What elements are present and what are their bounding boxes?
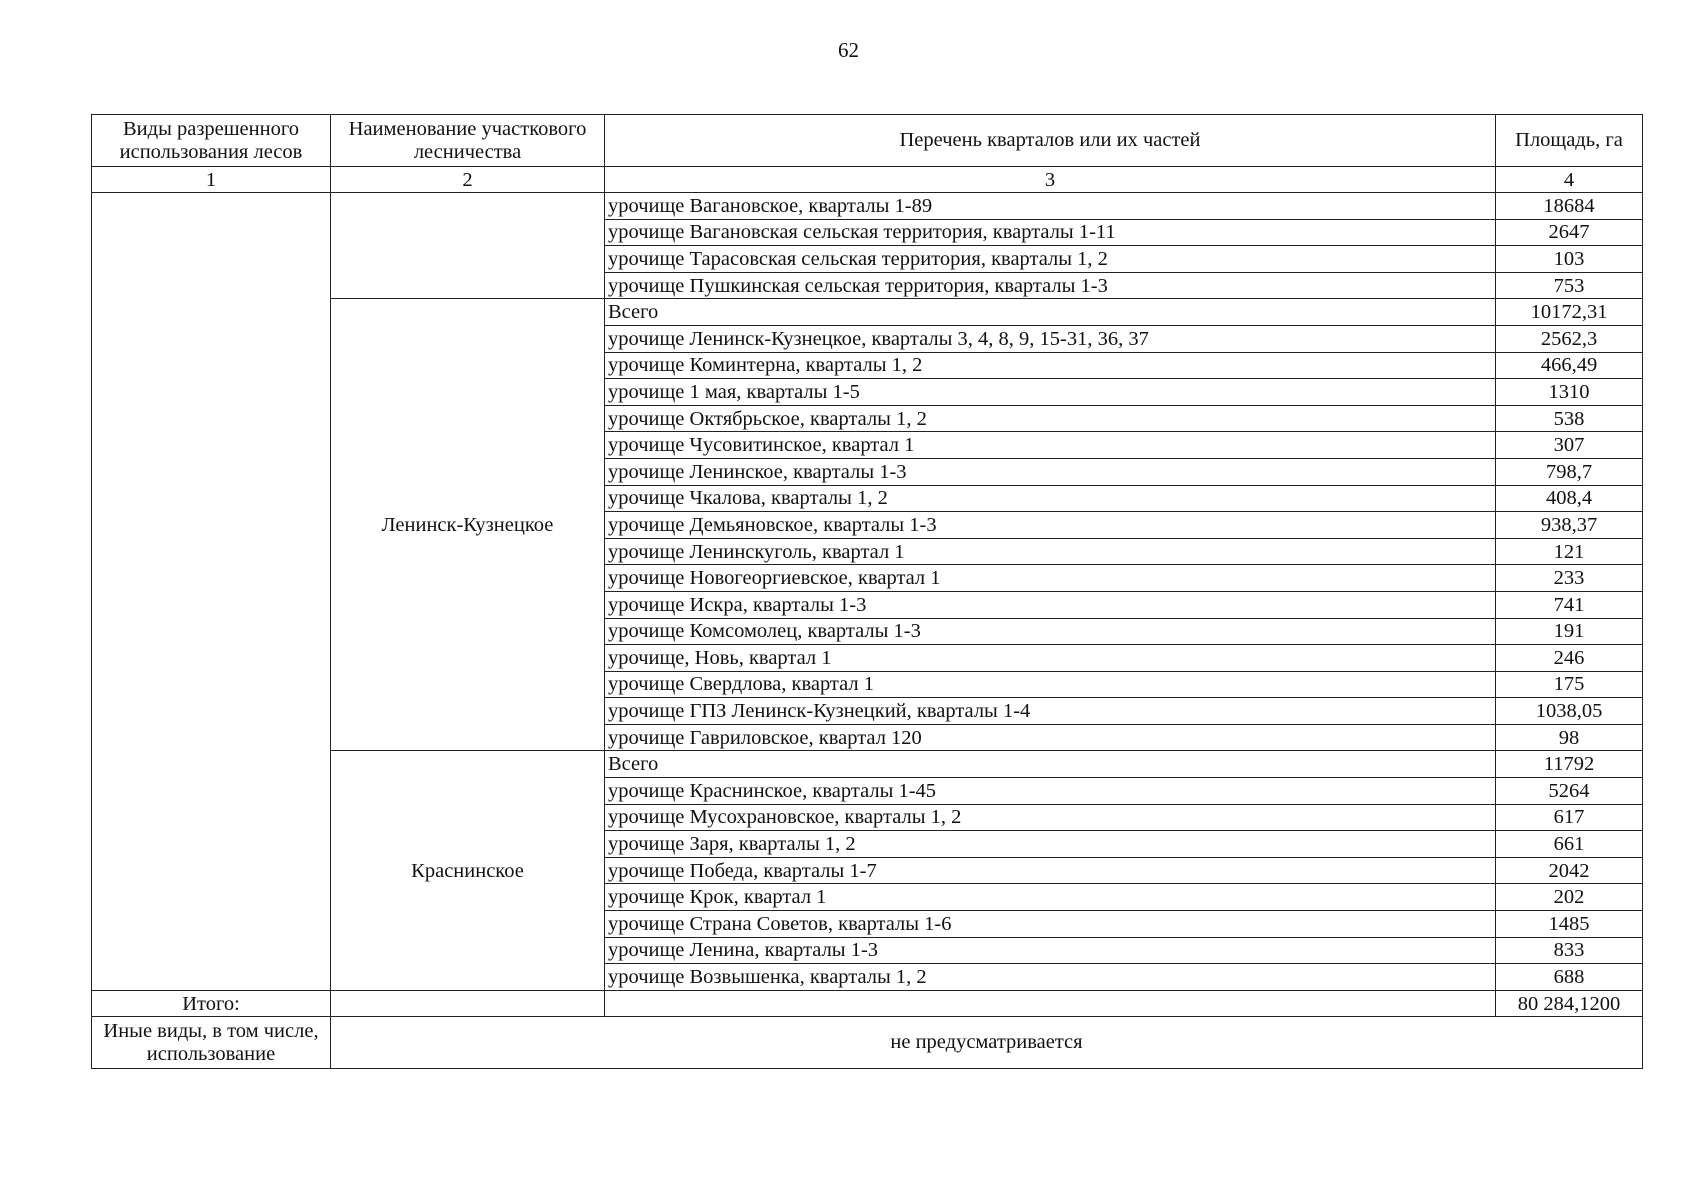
area-value: 1310 (1496, 379, 1643, 406)
area-value: 1038,05 (1496, 698, 1643, 725)
quarter-description: урочище ГПЗ Ленинск-Кузнецкий, кварталы 1-4 (605, 698, 1496, 725)
empty-cell (331, 990, 605, 1017)
area-value: 466,49 (1496, 352, 1643, 379)
district-name-cell (331, 193, 605, 299)
area-value: 938,37 (1496, 512, 1643, 539)
area-value: 688 (1496, 964, 1643, 991)
header-row (92, 115, 1643, 167)
quarter-description: урочище Гавриловское, квартал 120 (605, 724, 1496, 751)
total-area: 80 284,1200 (1496, 990, 1643, 1017)
quarter-description: урочище Ленинск-Кузнецкое, кварталы 3, 4, 8, 9, 15-31, 36, 37 (605, 325, 1496, 352)
area-value: 661 (1496, 831, 1643, 858)
area-value: 18684 (1496, 193, 1643, 220)
quarter-description: урочище Тарасовская сельская территория, кварталы 1, 2 (605, 246, 1496, 273)
quarter-description: урочище Новогеоргиевское, квартал 1 (605, 565, 1496, 592)
quarter-description: урочище Искра, кварталы 1-3 (605, 591, 1496, 618)
area-value: 2562,3 (1496, 325, 1643, 352)
area-value: 98 (1496, 724, 1643, 751)
area-value: 10172,31 (1496, 299, 1643, 326)
quarter-description: урочище Заря, кварталы 1, 2 (605, 831, 1496, 858)
column-numbers-row (92, 167, 1643, 193)
column-number: 3 (605, 167, 1496, 193)
other-uses-row (92, 1017, 1643, 1069)
quarter-description: урочище Свердлова, квартал 1 (605, 671, 1496, 698)
area-value: 5264 (1496, 778, 1643, 805)
header-area: Площадь, га (1496, 115, 1643, 167)
quarter-description: урочище Ленина, кварталы 1-3 (605, 937, 1496, 964)
area-value: 11792 (1496, 751, 1643, 778)
area-value: 408,4 (1496, 485, 1643, 512)
quarter-description: урочище Чкалова, кварталы 1, 2 (605, 485, 1496, 512)
quarter-description: урочище Демьяновское, кварталы 1-3 (605, 512, 1496, 539)
quarter-description: урочище Коминтерна, кварталы 1, 2 (605, 352, 1496, 379)
area-value: 202 (1496, 884, 1643, 911)
quarter-description: урочище Мусохрановское, кварталы 1, 2 (605, 804, 1496, 831)
total-label: Итого: (92, 990, 331, 1017)
quarter-description: урочище Крок, квартал 1 (605, 884, 1496, 911)
quarter-description: Всего (605, 751, 1496, 778)
forest-use-table (91, 114, 1643, 1069)
column-number: 4 (1496, 167, 1643, 193)
quarter-description: урочище Октябрьское, кварталы 1, 2 (605, 405, 1496, 432)
empty-cell (605, 990, 1496, 1017)
area-value: 833 (1496, 937, 1643, 964)
column-number: 1 (92, 167, 331, 193)
area-value: 103 (1496, 246, 1643, 273)
table-row (92, 193, 1643, 220)
header-use-types: Виды разрешенного использования лесов (92, 115, 331, 167)
quarter-description: урочище Возвышенка, кварталы 1, 2 (605, 964, 1496, 991)
district-name-cell: Краснинское (331, 751, 605, 990)
quarter-description: урочище Вагановская сельская территория, кварталы 1-11 (605, 219, 1496, 246)
area-value: 617 (1496, 804, 1643, 831)
quarter-description: урочище Ленинское, кварталы 1-3 (605, 458, 1496, 485)
quarter-description: урочище Вагановское, кварталы 1-89 (605, 193, 1496, 220)
area-value: 307 (1496, 432, 1643, 459)
quarter-description: урочище Победа, кварталы 1-7 (605, 857, 1496, 884)
area-value: 175 (1496, 671, 1643, 698)
area-value: 121 (1496, 538, 1643, 565)
quarter-description: урочище 1 мая, кварталы 1-5 (605, 379, 1496, 406)
column-number: 2 (331, 167, 605, 193)
quarter-description: урочище Ленинскуголь, квартал 1 (605, 538, 1496, 565)
area-value: 2647 (1496, 219, 1643, 246)
quarter-description: урочище Краснинское, кварталы 1-45 (605, 778, 1496, 805)
area-value: 191 (1496, 618, 1643, 645)
area-value: 2042 (1496, 857, 1643, 884)
area-value: 741 (1496, 591, 1643, 618)
quarter-description: урочище Пушкинская сельская территория, кварталы 1-3 (605, 272, 1496, 299)
header-quarters-list: Перечень кварталов или их частей (605, 115, 1496, 167)
area-value: 233 (1496, 565, 1643, 592)
area-value: 246 (1496, 645, 1643, 672)
quarter-description: урочище, Новь, квартал 1 (605, 645, 1496, 672)
use-type-cell (92, 193, 331, 991)
page-number: 62 (838, 38, 859, 62)
other-uses-label: Иные виды, в том числе, использование (92, 1017, 331, 1069)
quarter-description: урочище Комсомолец, кварталы 1-3 (605, 618, 1496, 645)
header-district-name: Наименование участкового лесничества (331, 115, 605, 167)
quarter-description: урочище Страна Советов, кварталы 1-6 (605, 911, 1496, 938)
area-value: 753 (1496, 272, 1643, 299)
total-row (92, 990, 1643, 1017)
other-uses-value: не предусматривается (331, 1017, 1643, 1069)
area-value: 798,7 (1496, 458, 1643, 485)
quarter-description: урочище Чусовитинское, квартал 1 (605, 432, 1496, 459)
quarter-description: Всего (605, 299, 1496, 326)
district-name-cell: Ленинск-Кузнецкое (331, 299, 605, 751)
area-value: 538 (1496, 405, 1643, 432)
area-value: 1485 (1496, 911, 1643, 938)
